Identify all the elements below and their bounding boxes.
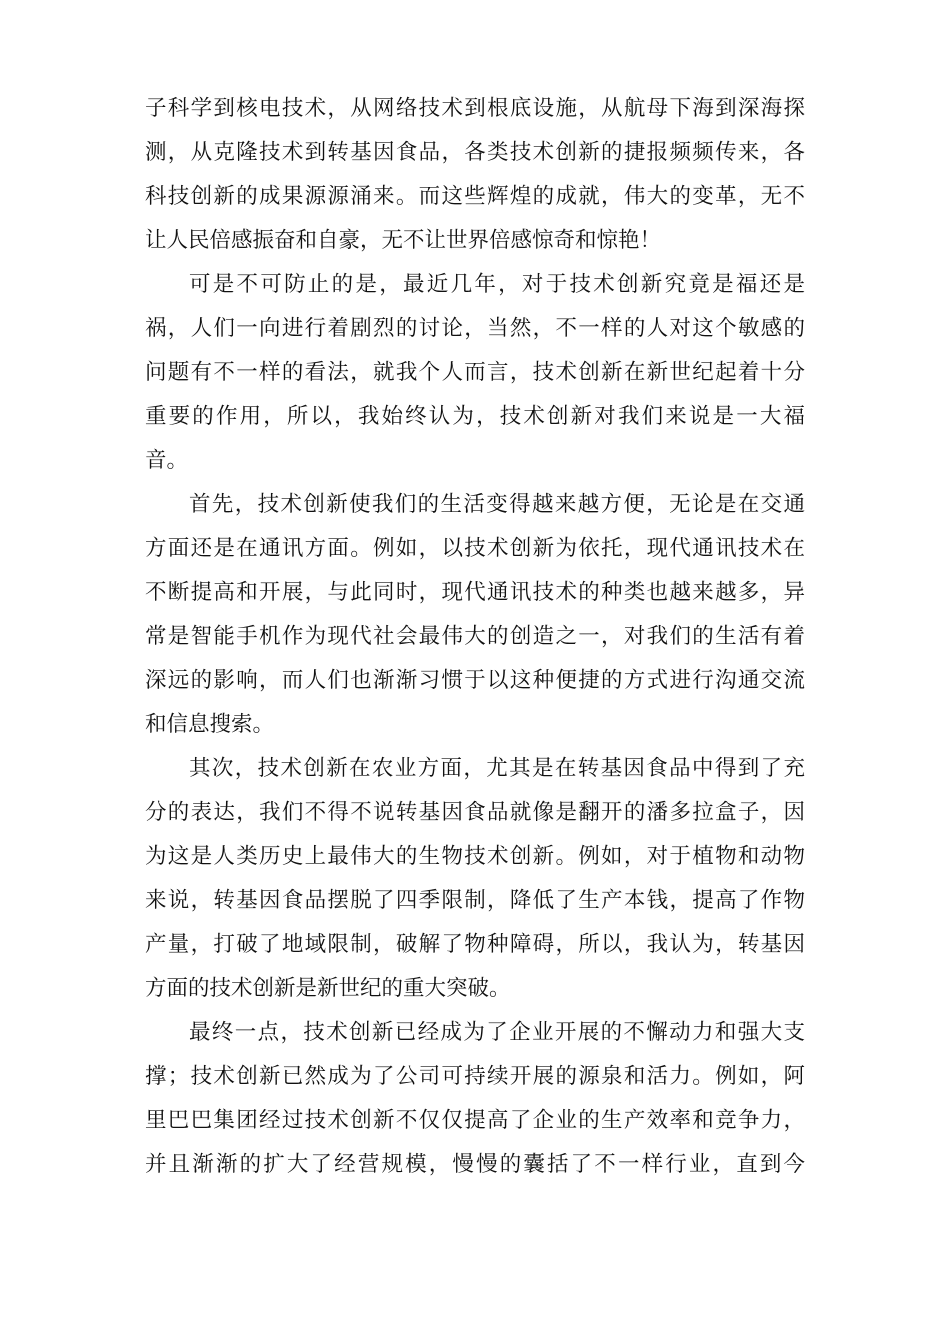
- text-line: 其次，技术创新在农业方面，尤其是在转基因食品中得到了充: [189, 756, 805, 781]
- text-line: 为这是人类历史上最伟大的生物技术创新。例如，对于植物和动物: [145, 844, 805, 869]
- text-line: 并且渐渐的扩大了经营规模，慢慢的囊括了不一样行业，直到今: [145, 1152, 805, 1177]
- paragraph: [145, 483, 805, 747]
- text-line: 方面还是在通讯方面。例如，以技术创新为依托，现代通讯技术在: [145, 536, 805, 561]
- paragraph: [145, 747, 805, 1011]
- text-line: 音。: [145, 448, 189, 473]
- text-line: 问题有不一样的看法，就我个人而言，技术创新在新世纪起着十分: [145, 360, 805, 385]
- text-line: 来说，转基因食品摆脱了四季限制，降低了生产本钱，提高了作物: [145, 888, 805, 913]
- text-line: 子科学到核电技术，从网络技术到根底设施，从航母下海到深海探: [145, 96, 805, 121]
- text-line: 撑；技术创新已然成为了公司可持续开展的源泉和活力。例如，阿: [145, 1064, 805, 1089]
- text-line: 和信息搜索。: [145, 712, 275, 737]
- text-line: 让人民倍感振奋和自豪，无不让世界倍感惊奇和惊艳！: [145, 228, 662, 253]
- text-line: 产量，打破了地域限制，破解了物种障碍，所以，我认为，转基因: [145, 932, 805, 957]
- text-line: 分的表达，我们不得不说转基因食品就像是翻开的潘多拉盒子，因: [145, 800, 805, 825]
- document-body: [145, 87, 805, 1187]
- text-line: 常是智能手机作为现代社会最伟大的创造之一，对我们的生活有着: [145, 624, 805, 649]
- text-line: 深远的影响，而人们也渐渐习惯于以这种便捷的方式进行沟通交流: [145, 668, 805, 693]
- text-line: 可是不可防止的是，最近几年，对于技术创新究竟是福还是: [189, 272, 805, 297]
- paragraph: [145, 1011, 805, 1187]
- paragraph: [145, 87, 805, 263]
- text-line: 里巴巴集团经过技术创新不仅仅提高了企业的生产效率和竞争力，: [145, 1108, 805, 1133]
- text-line: 方面的技术创新是新世纪的重大突破。: [145, 976, 511, 1001]
- text-line: 不断提高和开展，与此同时，现代通讯技术的种类也越来越多，异: [145, 580, 805, 605]
- text-line: 最终一点，技术创新已经成为了企业开展的不懈动力和强大支: [189, 1020, 805, 1045]
- text-line: 首先，技术创新使我们的生活变得越来越方便，无论是在交通: [189, 492, 805, 517]
- text-line: 测，从克隆技术到转基因食品，各类技术创新的捷报频频传来，各: [145, 140, 805, 165]
- text-line: 重要的作用，所以，我始终认为，技术创新对我们来说是一大福: [145, 404, 805, 429]
- text-line: 祸，人们一向进行着剧烈的讨论，当然，不一样的人对这个敏感的: [145, 316, 805, 341]
- text-line: 科技创新的成果源源涌来。而这些辉煌的成就，伟大的变革，无不: [145, 184, 805, 209]
- paragraph: [145, 263, 805, 483]
